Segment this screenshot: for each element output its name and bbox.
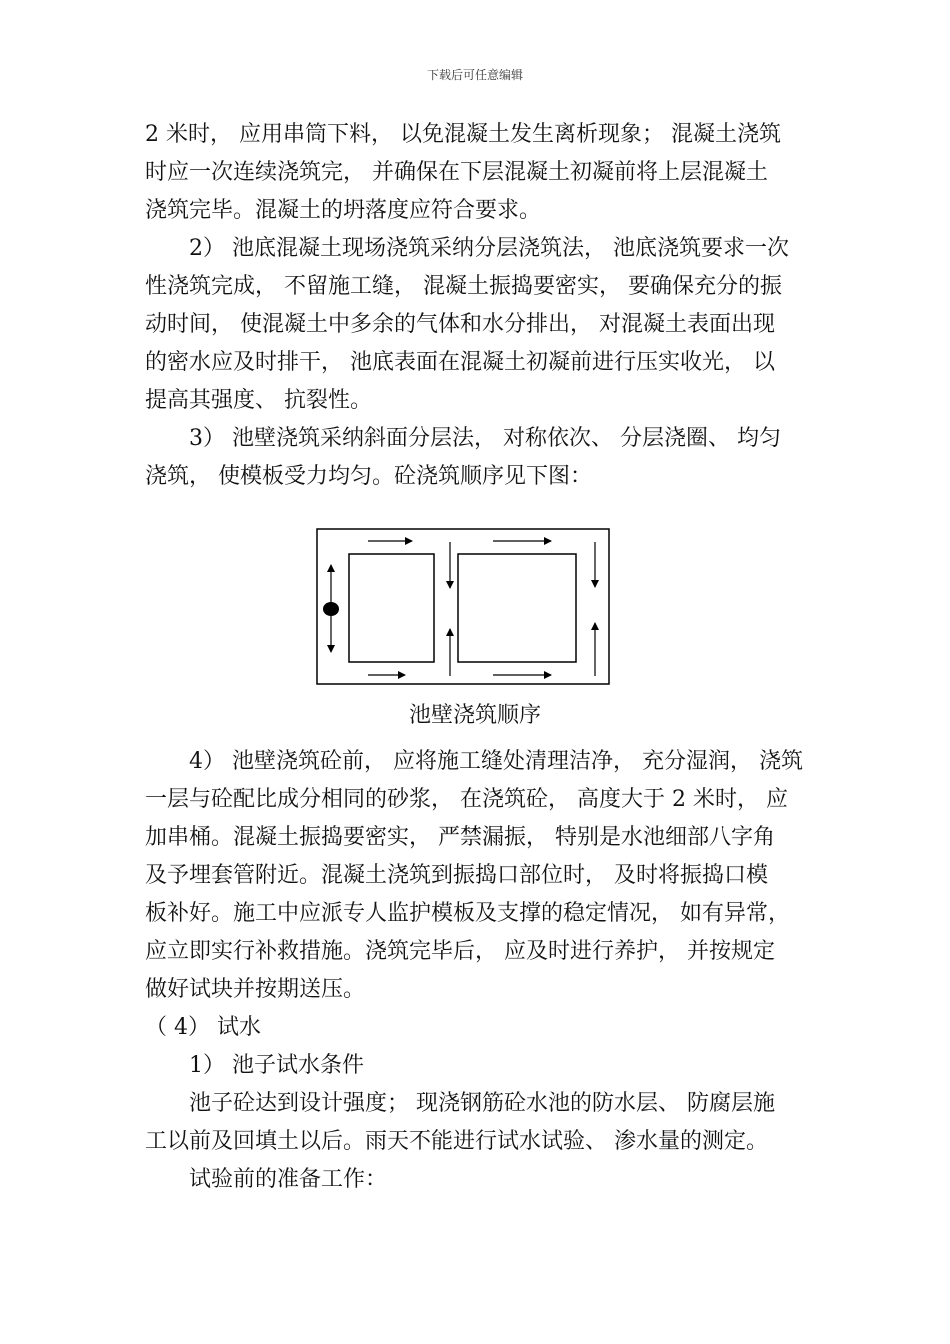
text-line: 一层与砼配比成分相同的砂浆， 在浇筑砼， 高度大于 2 米时， 应 (145, 787, 788, 812)
pouring-sequence-diagram (316, 528, 610, 685)
paragraph-pouring-intro (145, 116, 810, 230)
text-line: 3） 池壁浇筑采纳斜面分层法， 对称依次、 分层浇圈、 均匀 (145, 426, 781, 451)
text-line: 浇筑完毕。混凝土的坍落度应符合要求。 (145, 198, 542, 223)
figure-caption: 池壁浇筑顺序 (408, 703, 541, 728)
left-chamber (349, 554, 434, 662)
paragraph-pool-bottom (145, 230, 810, 420)
text-line: 提高其强度、 抗裂性。 (145, 388, 372, 413)
diagram-svg (316, 528, 610, 685)
text-line: （ 4） 试水 (145, 1015, 261, 1040)
text-line: 2 米时， 应用串筒下料， 以免混凝土发生离析现象； 混凝土浇筑 (145, 122, 781, 147)
text-line: 加串桶。混凝土振捣要密实， 严禁漏振， 特别是水池细部八字角 (145, 825, 775, 850)
text-line: 试验前的准备工作： (145, 1167, 388, 1192)
paragraph-test-conditions (145, 1085, 810, 1161)
paragraph-pool-wall (145, 420, 810, 496)
text-line: 浇筑， 使模板受力均匀。砼浇筑顺序见下图： (145, 464, 592, 489)
text-line: 及予埋套管附近。混凝土浇筑到振捣口部位时， 及时将振捣口模 (145, 863, 768, 888)
text-line: 池子砼达到设计强度； 现浇钢筋砼水池的防水层、 防腐层施 (145, 1091, 775, 1116)
subheading-test-conditions (145, 1047, 810, 1085)
text-line: 工以前及回填土以后。雨天不能进行试水试验、 渗水量的测定。 (145, 1129, 768, 1154)
paragraph-preparation (145, 1161, 810, 1199)
text-line: 2） 池底混凝土现场浇筑采纳分层浇筑法， 池底浇筑要求一次 (145, 236, 789, 261)
paragraph-wall-pouring (145, 743, 810, 1009)
text-line: 1） 池子试水条件 (145, 1053, 364, 1078)
outer-frame (317, 529, 609, 684)
text-line: 板补好。施工中应派专人监护模板及支撑的稳定情况， 如有异常， (145, 901, 790, 926)
page-header: 下载后可任意编辑 (426, 68, 523, 82)
text-line: 动时间， 使混凝土中多余的气体和水分排出， 对混凝土表面出现 (145, 312, 775, 337)
text-line: 4） 池壁浇筑砼前， 应将施工缝处清理洁净， 充分湿润， 浇筑 (145, 749, 803, 774)
right-chamber (458, 554, 576, 662)
section-heading-water-test (145, 1009, 810, 1047)
text-line: 做好试块并按期送压。 (145, 977, 366, 1002)
text-line: 性浇筑完成， 不留施工缝， 混凝土振捣要密实， 要确保充分的振 (145, 274, 782, 299)
text-line: 时应一次连续浇筑完， 并确保在下层混凝土初凝前将上层混凝土 (145, 160, 768, 185)
text-line: 的密水应及时排干， 池底表面在混凝土初凝前进行压实收光， 以 (145, 350, 775, 375)
start-point-dot (323, 602, 339, 616)
text-line: 应立即实行补救措施。浇筑完毕后， 应及时进行养护， 并按规定 (145, 939, 775, 964)
